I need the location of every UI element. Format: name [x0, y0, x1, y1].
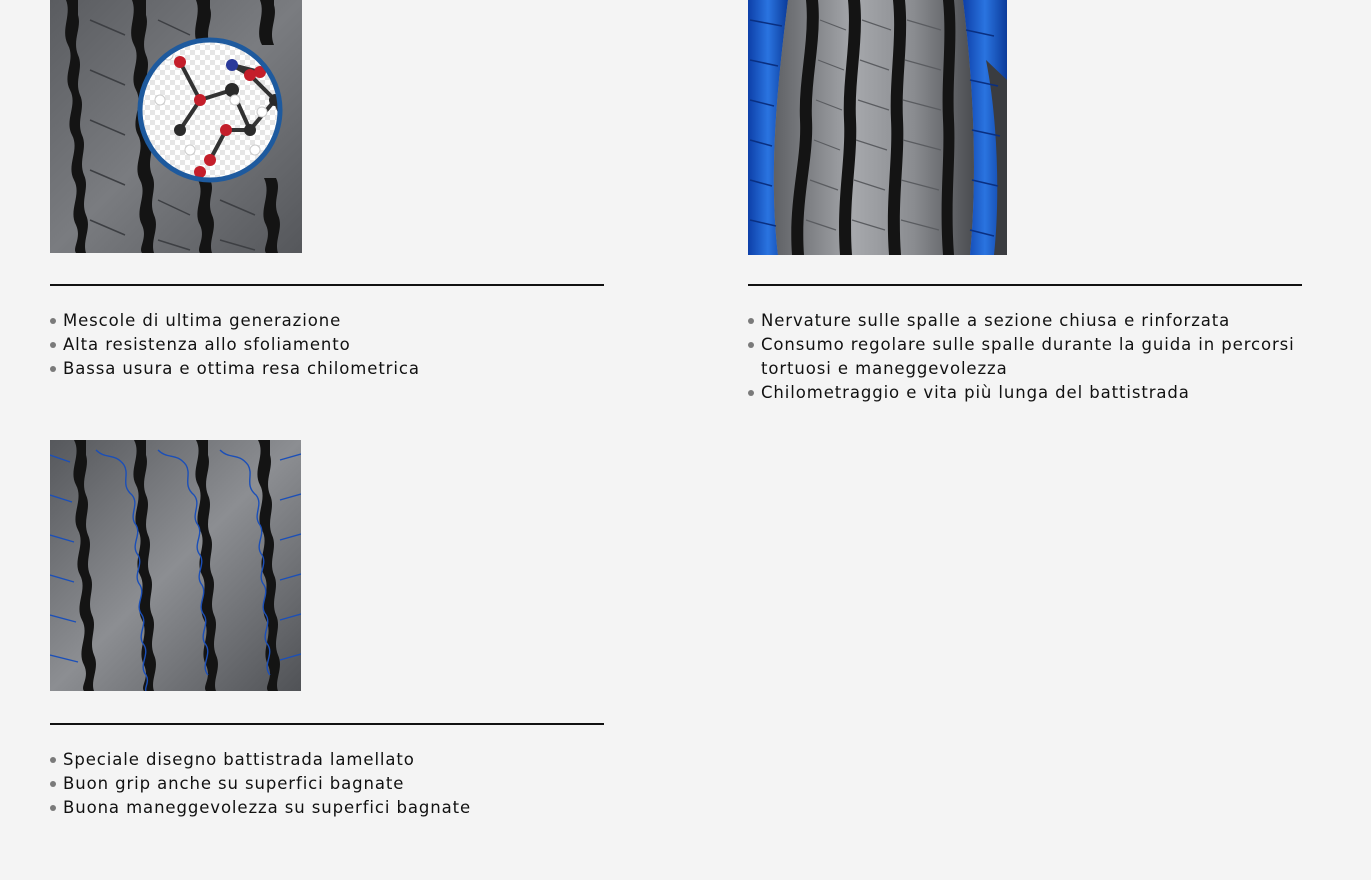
- list-item: Buona maneggevolezza su superfici bagnate: [50, 796, 471, 820]
- list-item: Chilometraggio e vita più lunga del battistrada: [748, 381, 1302, 405]
- divider: [50, 723, 604, 725]
- divider: [748, 284, 1302, 286]
- feature-list: [50, 748, 471, 820]
- list-item: Bassa usura e ottima resa chilometrica: [50, 357, 420, 381]
- feature-card-sipes: [50, 440, 604, 817]
- tire-shoulder-image: [748, 0, 1007, 255]
- list-item: Consumo regolare sulle spalle durante la guida in percorsi tortuosi e maneggevolezza: [748, 333, 1302, 381]
- feature-card-shoulder: [748, 0, 1302, 402]
- list-item: Buon grip anche su superfici bagnate: [50, 772, 471, 796]
- feature-list: [50, 309, 420, 381]
- feature-card-compound: [50, 0, 604, 378]
- feature-list: [748, 309, 1302, 405]
- molecule-compound-image: [50, 0, 302, 253]
- list-item: Alta resistenza allo sfoliamento: [50, 333, 420, 357]
- list-item: Mescole di ultima generazione: [50, 309, 420, 333]
- list-item: Speciale disegno battistrada lamellato: [50, 748, 471, 772]
- tread-sipes-image: [50, 440, 301, 691]
- divider: [50, 284, 604, 286]
- list-item: Nervature sulle spalle a sezione chiusa e rinforzata: [748, 309, 1302, 333]
